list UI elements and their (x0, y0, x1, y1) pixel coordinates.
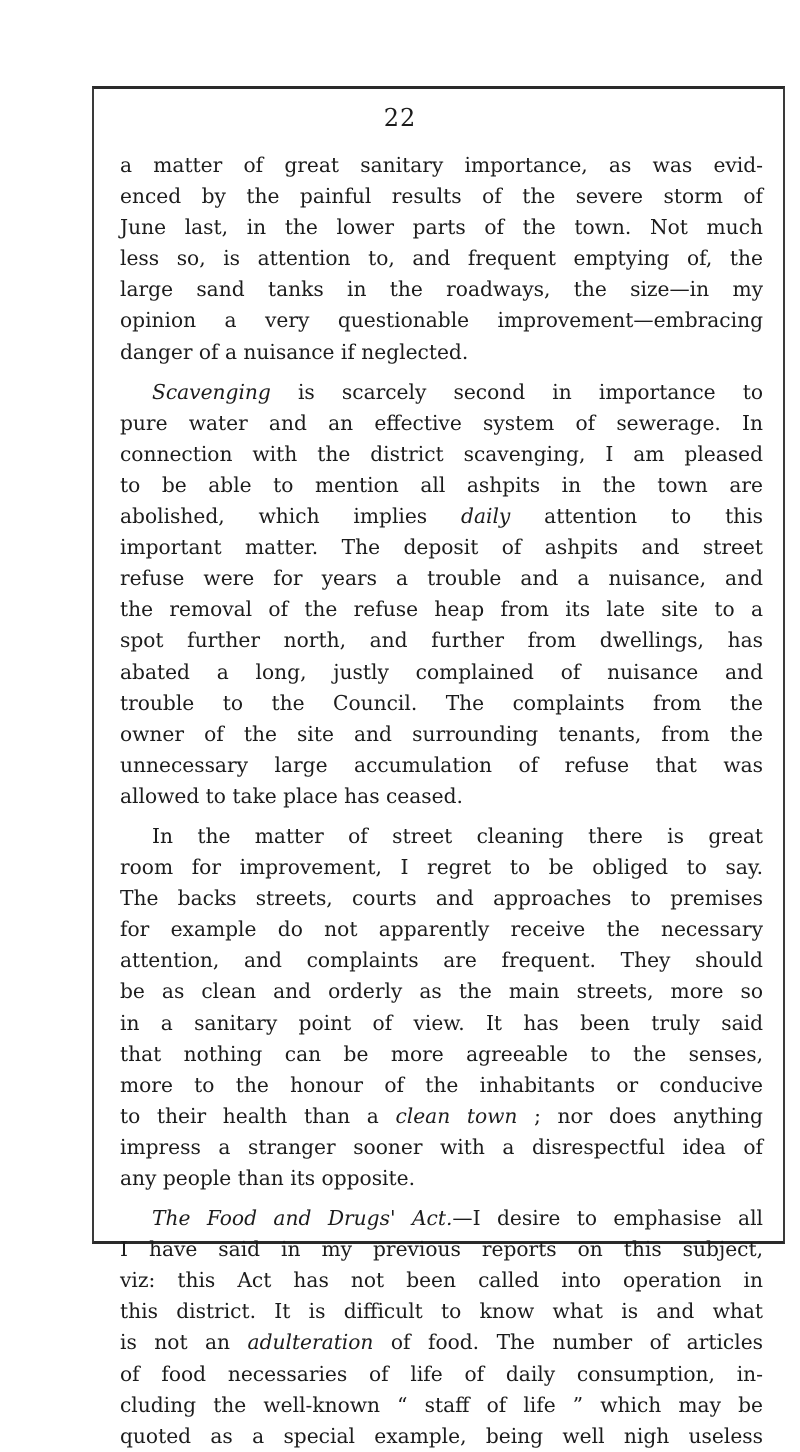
text-line: spot further north, and further from dwellings, has (120, 628, 763, 653)
text-line: to their health than a clean town ; nor does anything (120, 1103, 763, 1128)
text-line: Scavenging is scarcely second in importance to (152, 379, 763, 404)
text-line: is not an adulteration of food. The number of articles (120, 1330, 763, 1355)
text-line: connection with the district scavenging, I am pleased (120, 441, 763, 466)
text-line: less so, is attention to, and frequent emptying of, the (120, 246, 763, 271)
text-line: more to the honour of the inhabitants or conducive (120, 1072, 763, 1097)
text-line: trouble to the Council. The complaints from the (120, 690, 763, 715)
text-line: this district. It is difficult to know what is and what (120, 1299, 763, 1324)
text-line: danger of a nuisance if neglected. (120, 339, 469, 364)
text-line: The Food and Drugs' Act.—I desire to emphasise all (152, 1206, 763, 1231)
text-line: owner of the site and surrounding tenants, from the (120, 721, 763, 746)
paragraph-drainage (120, 150, 763, 368)
document-body (120, 150, 763, 1452)
text-line: quoted as a special example, being well nigh useless (120, 1423, 763, 1448)
text-line: allowed to take place has ceased. (120, 783, 463, 808)
text-line: in a sanitary point of view. It has been truly said (120, 1010, 763, 1035)
text-line: of food necessaries of life of daily consumption, in- (120, 1361, 763, 1386)
text-line: viz: this Act has not been called into operation in (120, 1268, 763, 1293)
paragraph-scavenging (120, 377, 763, 812)
text-line: abolished, which implies daily attention to this (120, 504, 763, 529)
text-line: refuse were for years a trouble and a nuisance, and (120, 566, 763, 591)
section-heading-food-drugs-act: The Food and Drugs' Act. (152, 1206, 453, 1231)
text-line: room for improvement, I regret to be obliged to say. (120, 855, 763, 880)
text-line: be as clean and orderly as the main streets, more so (120, 979, 763, 1004)
page-number: 22 (383, 104, 417, 132)
text-line: unnecessary large accumulation of refuse that was (120, 752, 763, 777)
paragraph-street-cleaning (120, 821, 763, 1194)
text-line: the removal of the refuse heap from its late site to a (120, 597, 763, 622)
text-line: enced by the painful results of the severe storm of (120, 184, 763, 209)
text-line: any people than its opposite. (120, 1166, 415, 1190)
paragraph-food-drugs-act (120, 1203, 763, 1452)
section-heading-scavenging: Scavenging (152, 379, 271, 404)
text-line: opinion a very questionable improvement—embracing (120, 308, 763, 333)
text-line: June last, in the lower parts of the town. Not much (120, 215, 763, 240)
text-line: pure water and an effective system of sewerage. In (120, 410, 763, 435)
text-line: cluding the well-known “ staff of life ” which may be (120, 1392, 763, 1417)
text-line: In the matter of street cleaning there is great (152, 823, 763, 848)
text-line: that nothing can be more agreeable to the senses, (120, 1041, 763, 1066)
text-line: abated a long, justly complained of nuisance and (120, 659, 763, 684)
text-line: large sand tanks in the roadways, the size—in my (120, 277, 763, 302)
text-line: I have said in my previous reports on this subject, (120, 1237, 763, 1262)
text-line: for example do not apparently receive the necessary (120, 917, 763, 942)
text-line: impress a stranger sooner with a disrespectful idea of (120, 1134, 763, 1159)
text-line: a matter of great sanitary importance, as was evid- (120, 153, 763, 177)
text-line: The backs streets, courts and approaches to premises (120, 886, 763, 911)
text-line: to be able to mention all ashpits in the town are (120, 472, 763, 497)
text-line: attention, and complaints are frequent. They should (120, 948, 763, 973)
text-line: important matter. The deposit of ashpits and street (120, 535, 763, 560)
